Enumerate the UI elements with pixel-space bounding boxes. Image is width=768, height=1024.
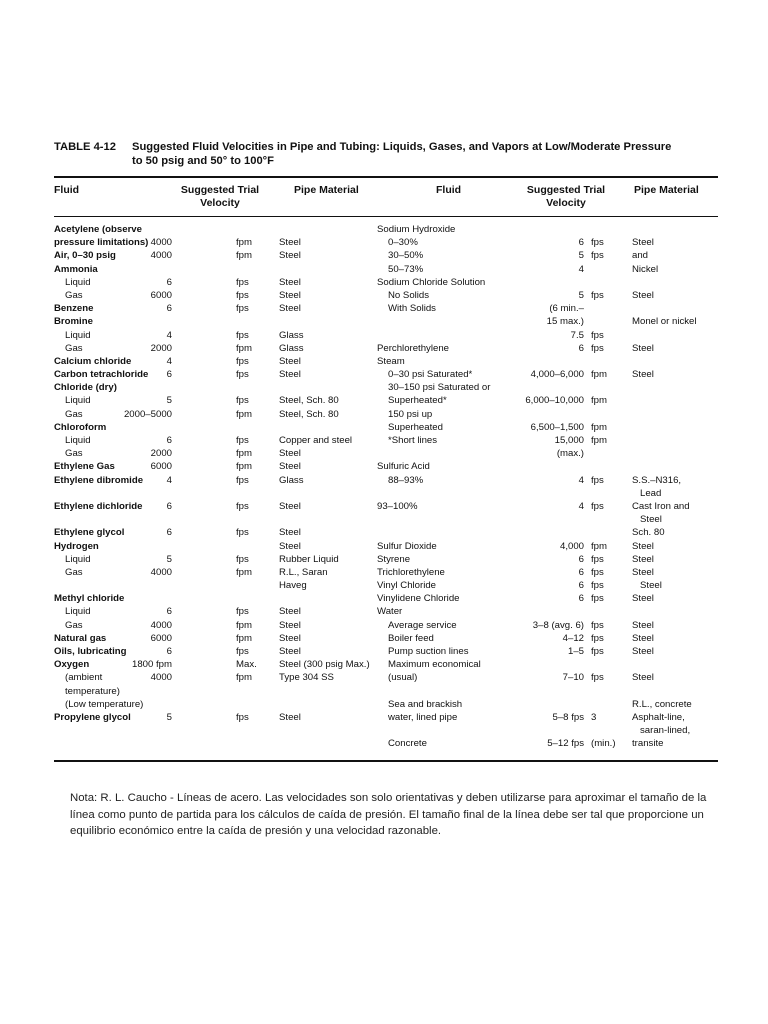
header-fluid-left: Fluid: [54, 184, 80, 196]
cell-material-right: Steel: [632, 672, 654, 684]
cell-fluid: Gas: [65, 619, 83, 631]
cell-material-right: Monel or nickel: [632, 316, 697, 328]
cell-fluid-right: 150 psi up: [388, 408, 433, 420]
cell-velocity: 4: [166, 329, 172, 341]
header-velocity-left-line2: Velocity: [200, 196, 240, 209]
cell-unit: fps: [236, 289, 249, 301]
cell-velocity-right: 6: [578, 342, 584, 354]
cell-material: Glass: [279, 342, 304, 354]
cell-fluid: Methyl chloride: [54, 593, 125, 605]
cell-velocity-right: 5: [578, 250, 584, 262]
cell-material: Type 304 SS: [279, 672, 334, 684]
cell-material-right: R.L., concrete: [632, 698, 692, 710]
cell-fluid: Carbon tetrachloride: [54, 369, 149, 381]
cell-unit: fpm: [236, 448, 252, 460]
cell-material: Steel: [279, 606, 301, 618]
cell-fluid: Propylene glycol: [54, 711, 131, 723]
cell-velocity: 6: [166, 435, 172, 446]
cell-unit: fps: [236, 355, 249, 367]
cell-fluid: Calcium chloride: [54, 355, 132, 367]
cell-unit: fps: [236, 329, 249, 341]
cell-unit: fps: [236, 606, 249, 618]
table-title-line2: to 50 psig and 50° to 100°F: [132, 155, 274, 167]
table-row: [0, 447, 768, 460]
header-velocity-left: [170, 184, 270, 209]
table-row: [0, 592, 768, 605]
cell-material: Steel: [279, 276, 301, 288]
cell-unit: fps: [236, 435, 249, 446]
cell-fluid: Gas: [65, 448, 83, 460]
cell-velocity: 6000: [150, 289, 172, 301]
table-row: [0, 368, 768, 381]
table-row: [0, 487, 768, 500]
cell-velocity-right: 5–8 fps: [552, 711, 584, 723]
cell-material: Steel, Sch. 80: [279, 395, 339, 407]
table-row: [0, 408, 768, 421]
cell-unit-right: fps: [591, 553, 604, 565]
cell-unit: fps: [236, 303, 249, 315]
cell-velocity-right: 15,000: [554, 435, 584, 446]
cell-fluid-right: water, lined pipe: [388, 711, 458, 723]
cell-fluid-right: 88–93%: [388, 474, 424, 486]
table-row: [0, 658, 768, 671]
cell-material-right: Steel: [632, 632, 654, 644]
cell-fluid-right: Steam: [377, 355, 405, 367]
cell-unit-right: fps: [591, 500, 604, 512]
table-label: TABLE 4-12: [54, 141, 116, 153]
cell-unit: fps: [236, 500, 249, 512]
cell-fluid-right: Water: [377, 606, 403, 618]
table-row: [0, 566, 768, 579]
cell-unit-right: fpm: [591, 540, 607, 552]
cell-material: Steel: [279, 619, 301, 631]
cell-unit-right: fps: [591, 672, 604, 684]
cell-unit-right: fps: [591, 580, 604, 592]
cell-velocity-right: 5–12 fps: [547, 738, 584, 750]
table-row: [0, 605, 768, 618]
cell-fluid: Ethylene Gas: [54, 461, 115, 473]
cell-unit: Max.: [236, 659, 257, 671]
cell-fluid: (ambient: [65, 672, 103, 684]
cell-material: Steel: [279, 369, 301, 381]
cell-fluid: Natural gas: [54, 632, 107, 644]
cell-fluid-right: Perchlorethylene: [377, 342, 449, 354]
table-row: [0, 434, 768, 447]
table-row: [0, 421, 768, 434]
cell-material: Glass: [279, 474, 304, 486]
cell-velocity-right: 4: [578, 263, 584, 275]
table-row: [0, 329, 768, 342]
cell-velocity-right: 1–5: [567, 646, 584, 657]
cell-fluid: Ethylene glycol: [54, 527, 125, 539]
cell-fluid-right: No Solids: [388, 289, 430, 301]
cell-fluid: Gas: [65, 408, 83, 420]
cell-velocity: 2000: [150, 342, 172, 354]
cell-velocity-right: 3–8 (avg. 6): [532, 619, 584, 631]
cell-unit: fpm: [236, 632, 252, 644]
cell-velocity: 2000–5000: [123, 408, 172, 420]
cell-fluid: Gas: [65, 566, 83, 578]
table-row: [0, 315, 768, 328]
table-row: [0, 355, 768, 368]
cell-material-right: transite: [632, 738, 664, 750]
cell-fluid-right: Boiler feed: [388, 632, 434, 644]
cell-velocity: 4000: [150, 566, 172, 578]
table-row: [0, 263, 768, 276]
translation-note: Nota: R. L. Caucho - Líneas de acero. Las velocidades son solo orientativas y deben utilizarse para aproximar el tamaño de la línea como punto de partida para los cálculos de caída de presión. El tamaño final de la línea debe ser tal que proporcione un equilibrio económico entre la caída de presión y una velocidad razonable.: [70, 792, 707, 837]
table-row: [0, 619, 768, 632]
cell-unit: fpm: [236, 237, 252, 249]
cell-velocity-right: (6 min.–: [549, 303, 584, 315]
cell-fluid: Liquid: [65, 329, 91, 341]
cell-material-right: Steel: [640, 580, 662, 592]
cell-velocity: 2000: [150, 448, 172, 460]
cell-fluid-right: Concrete: [388, 738, 427, 750]
cell-fluid: Chloroform: [54, 421, 107, 433]
cell-material-right: Steel: [632, 342, 654, 354]
cell-material: Steel: [279, 237, 301, 249]
cell-velocity: 1800 fpm: [131, 659, 172, 671]
cell-fluid-right: Maximum economical: [388, 659, 481, 671]
cell-velocity-right: 4: [578, 474, 584, 486]
cell-unit: fps: [236, 646, 249, 657]
cell-velocity-right: (max.): [556, 448, 584, 460]
table-row: [0, 342, 768, 355]
cell-unit: fps: [236, 395, 249, 407]
cell-fluid-right: Vinyl Chloride: [377, 580, 437, 592]
cell-material: Steel: [279, 250, 301, 262]
cell-material-right: Steel: [632, 540, 654, 552]
header-velocity-left-line1: Suggested Trial: [180, 184, 260, 196]
cell-fluid: Gas: [65, 289, 83, 301]
cell-unit-right: fps: [591, 632, 604, 644]
cell-fluid-right: Sea and brackish: [388, 698, 463, 710]
cell-unit: fps: [236, 711, 249, 723]
cell-material: Steel: [279, 355, 301, 367]
cell-material: Steel: [279, 711, 301, 723]
header-velocity-right-line2: Velocity: [546, 196, 586, 209]
cell-unit: fpm: [236, 342, 252, 354]
cell-unit: fpm: [236, 250, 252, 262]
cell-fluid: Liquid: [65, 606, 91, 618]
cell-fluid: Liquid: [65, 435, 91, 446]
cell-unit: fpm: [236, 619, 252, 631]
table-row: [0, 632, 768, 645]
cell-unit-right: (min.): [591, 738, 616, 750]
cell-fluid-right: Vinylidene Chloride: [377, 593, 460, 605]
cell-material-right: Sch. 80: [632, 527, 665, 539]
cell-material-right: saran-lined,: [640, 725, 691, 737]
header-rule: [54, 216, 718, 217]
cell-velocity: 4000: [150, 237, 172, 249]
table-row: [0, 236, 768, 249]
cell-fluid: Acetylene (observe: [54, 224, 142, 235]
cell-material-right: Steel: [632, 289, 654, 301]
cell-velocity: 4000: [150, 672, 172, 684]
cell-velocity-right: 7.5: [570, 329, 584, 341]
table-row: [0, 513, 768, 526]
cell-velocity: 6: [166, 276, 172, 288]
cell-unit-right: fps: [591, 619, 604, 631]
cell-fluid: Ethylene dibromide: [54, 474, 144, 486]
cell-material-right: Steel: [632, 593, 654, 605]
cell-fluid-right: 50–73%: [388, 263, 424, 275]
cell-material: Steel: [279, 448, 301, 460]
cell-fluid: Bromine: [54, 316, 93, 328]
cell-velocity: 6000: [150, 461, 172, 473]
cell-material-right: Steel: [632, 619, 654, 631]
cell-fluid-right: Superheated: [388, 421, 443, 433]
cell-fluid: Oxygen: [54, 659, 90, 671]
cell-velocity-right: 6,500–1,500: [530, 421, 584, 433]
cell-material-right: Steel: [632, 237, 654, 249]
cell-unit: fps: [236, 474, 249, 486]
cell-velocity-right: 5: [578, 289, 584, 301]
cell-material: Haveg: [279, 580, 307, 592]
table-row: [0, 724, 768, 737]
cell-unit-right: fpm: [591, 421, 607, 433]
table-body: [0, 223, 768, 751]
cell-velocity: 4: [166, 474, 172, 486]
cell-fluid-right: *Short lines: [388, 435, 438, 446]
cell-material: Rubber Liquid: [279, 553, 339, 565]
cell-unit-right: fps: [591, 237, 604, 249]
cell-unit: fpm: [236, 461, 252, 473]
cell-velocity-right: 6: [578, 553, 584, 565]
table-row: [0, 302, 768, 315]
cell-fluid-right: Sulfur Dioxide: [377, 540, 437, 552]
cell-material: Steel: [279, 527, 301, 539]
table-row: [0, 685, 768, 698]
cell-unit-right: 3: [591, 711, 597, 723]
cell-material-right: Steel: [632, 553, 654, 565]
header-material-right: Pipe Material: [634, 184, 699, 196]
cell-unit-right: fps: [591, 646, 604, 657]
cell-material-right: Cast Iron and: [632, 500, 690, 512]
cell-unit: fps: [236, 276, 249, 288]
cell-material-right: Steel: [632, 369, 654, 381]
cell-velocity-right: 6: [578, 237, 584, 249]
cell-material-right: Steel: [640, 514, 662, 526]
cell-velocity: 6: [166, 303, 172, 315]
cell-velocity-right: 4,000: [559, 540, 584, 552]
cell-velocity: 6: [166, 646, 172, 657]
cell-fluid-right: Average service: [388, 619, 457, 631]
cell-fluid: Hydrogen: [54, 540, 99, 552]
cell-unit-right: fpm: [591, 395, 607, 407]
cell-material: Steel: [279, 303, 301, 315]
cell-fluid-right: With Solids: [388, 303, 436, 315]
table-row: [0, 249, 768, 262]
cell-unit: fps: [236, 527, 249, 539]
cell-material: Steel: [279, 646, 301, 657]
cell-velocity-right: 6: [578, 593, 584, 605]
table-row: [0, 579, 768, 592]
cell-velocity-right: 15 max.): [546, 316, 584, 328]
cell-material-right: Asphalt-line,: [632, 711, 685, 723]
cell-velocity: 6: [166, 527, 172, 539]
cell-fluid: temperature): [65, 685, 120, 697]
cell-unit-right: fps: [591, 593, 604, 605]
cell-fluid: Liquid: [65, 276, 91, 288]
cell-material: Steel: [279, 461, 301, 473]
table-row: [0, 474, 768, 487]
header-fluid-right: Fluid: [436, 184, 462, 196]
cell-fluid-right: Pump suction lines: [388, 646, 469, 657]
cell-fluid: pressure limitations): [54, 237, 149, 249]
cell-velocity: 6: [166, 606, 172, 618]
cell-velocity: 4000: [150, 619, 172, 631]
cell-unit-right: fpm: [591, 435, 607, 446]
header-velocity-right: [516, 184, 616, 209]
cell-fluid: Liquid: [65, 553, 91, 565]
cell-unit: fps: [236, 369, 249, 381]
cell-fluid: Oils, lubricating: [54, 646, 127, 657]
table-row: [0, 276, 768, 289]
cell-fluid: Ammonia: [54, 263, 98, 275]
table-title-line1: Suggested Fluid Velocities in Pipe and Tubing: Liquids, Gases, and Vapors at Low/Moderate Pressure: [132, 141, 672, 153]
cell-material: Steel: [279, 540, 301, 552]
cell-material: Glass: [279, 329, 304, 341]
cell-unit-right: fps: [591, 289, 604, 301]
cell-material-right: and: [632, 250, 649, 262]
cell-velocity: 5: [166, 553, 172, 565]
cell-material: Steel: [279, 289, 301, 301]
cell-fluid-right: 30–50%: [388, 250, 424, 262]
table-top-rule: [54, 176, 718, 178]
table-row: [0, 711, 768, 724]
table-row: [0, 223, 768, 236]
table-row: [0, 460, 768, 473]
cell-velocity-right: 7–10: [562, 672, 584, 684]
cell-fluid-right: Superheated*: [388, 395, 447, 407]
header-material-left: Pipe Material: [294, 184, 359, 196]
cell-fluid-right: (usual): [388, 672, 418, 684]
cell-unit: fpm: [236, 566, 252, 578]
table-row: [0, 394, 768, 407]
cell-fluid: (Low temperature): [65, 698, 144, 710]
table-row: [0, 645, 768, 658]
cell-unit-right: fps: [591, 329, 604, 341]
cell-velocity-right: 6,000–10,000: [525, 395, 584, 407]
table-row: [0, 737, 768, 750]
cell-unit-right: fps: [591, 250, 604, 262]
cell-fluid: Benzene: [54, 303, 94, 315]
table-title: [54, 140, 724, 168]
cell-velocity: 6: [166, 500, 172, 512]
cell-material: Steel: [279, 632, 301, 644]
cell-material: R.L., Saran: [279, 566, 328, 578]
cell-velocity-right: 6: [578, 580, 584, 592]
cell-fluid: Liquid: [65, 395, 91, 407]
cell-fluid-right: Trichlorethylene: [377, 566, 445, 578]
cell-unit: fpm: [236, 672, 252, 684]
cell-fluid-right: Sodium Chloride Solution: [377, 276, 486, 288]
table-row: [0, 500, 768, 513]
cell-material: Steel (300 psig Max.): [279, 659, 370, 671]
cell-velocity-right: 4,000–6,000: [530, 369, 584, 381]
cell-velocity: 6000: [150, 632, 172, 644]
table-bottom-rule: [54, 760, 718, 762]
cell-velocity-right: 4–12: [562, 632, 584, 644]
cell-unit-right: fps: [591, 474, 604, 486]
cell-fluid-right: Styrene: [377, 553, 411, 565]
table-row: [0, 698, 768, 711]
cell-fluid: Gas: [65, 342, 83, 354]
cell-fluid: Air, 0–30 psig: [54, 250, 116, 262]
cell-material-right: Steel: [632, 566, 654, 578]
cell-unit-right: fps: [591, 342, 604, 354]
cell-velocity: 5: [166, 711, 172, 723]
cell-unit-right: fps: [591, 566, 604, 578]
cell-material-right: Nickel: [632, 263, 659, 275]
cell-fluid-right: Sodium Hydroxide: [377, 224, 456, 235]
cell-fluid-right: 93–100%: [377, 500, 418, 512]
cell-material-right: Steel: [632, 646, 654, 657]
cell-fluid-right: 30–150 psi Saturated or: [388, 382, 491, 394]
cell-velocity-right: 6: [578, 566, 584, 578]
table-row: [0, 381, 768, 394]
table-row: [0, 289, 768, 302]
cell-unit: fps: [236, 553, 249, 565]
cell-fluid: Ethylene dichloride: [54, 500, 143, 512]
table-row: [0, 553, 768, 566]
table-row: [0, 671, 768, 684]
header-velocity-right-line1: Suggested Trial: [526, 184, 606, 196]
cell-velocity-right: 4: [578, 500, 584, 512]
cell-fluid-right: 0–30 psi Saturated*: [388, 369, 473, 381]
cell-velocity: 5: [166, 395, 172, 407]
cell-unit: fpm: [236, 408, 252, 420]
cell-unit-right: fpm: [591, 369, 607, 381]
cell-fluid-right: 0–30%: [388, 237, 418, 249]
cell-fluid: Chloride (dry): [54, 382, 117, 394]
cell-fluid-right: Sulfuric Acid: [377, 461, 430, 473]
cell-material: Steel, Sch. 80: [279, 408, 339, 420]
cell-material: Steel: [279, 500, 301, 512]
cell-velocity: 4: [166, 355, 172, 367]
cell-material: Copper and steel: [279, 435, 353, 446]
cell-velocity: 4000: [150, 250, 172, 262]
cell-material-right: S.S.–N316,: [632, 474, 682, 486]
table-row: [0, 526, 768, 539]
table-row: [0, 540, 768, 553]
cell-velocity: 6: [166, 369, 172, 381]
cell-material-right: Lead: [640, 487, 662, 499]
